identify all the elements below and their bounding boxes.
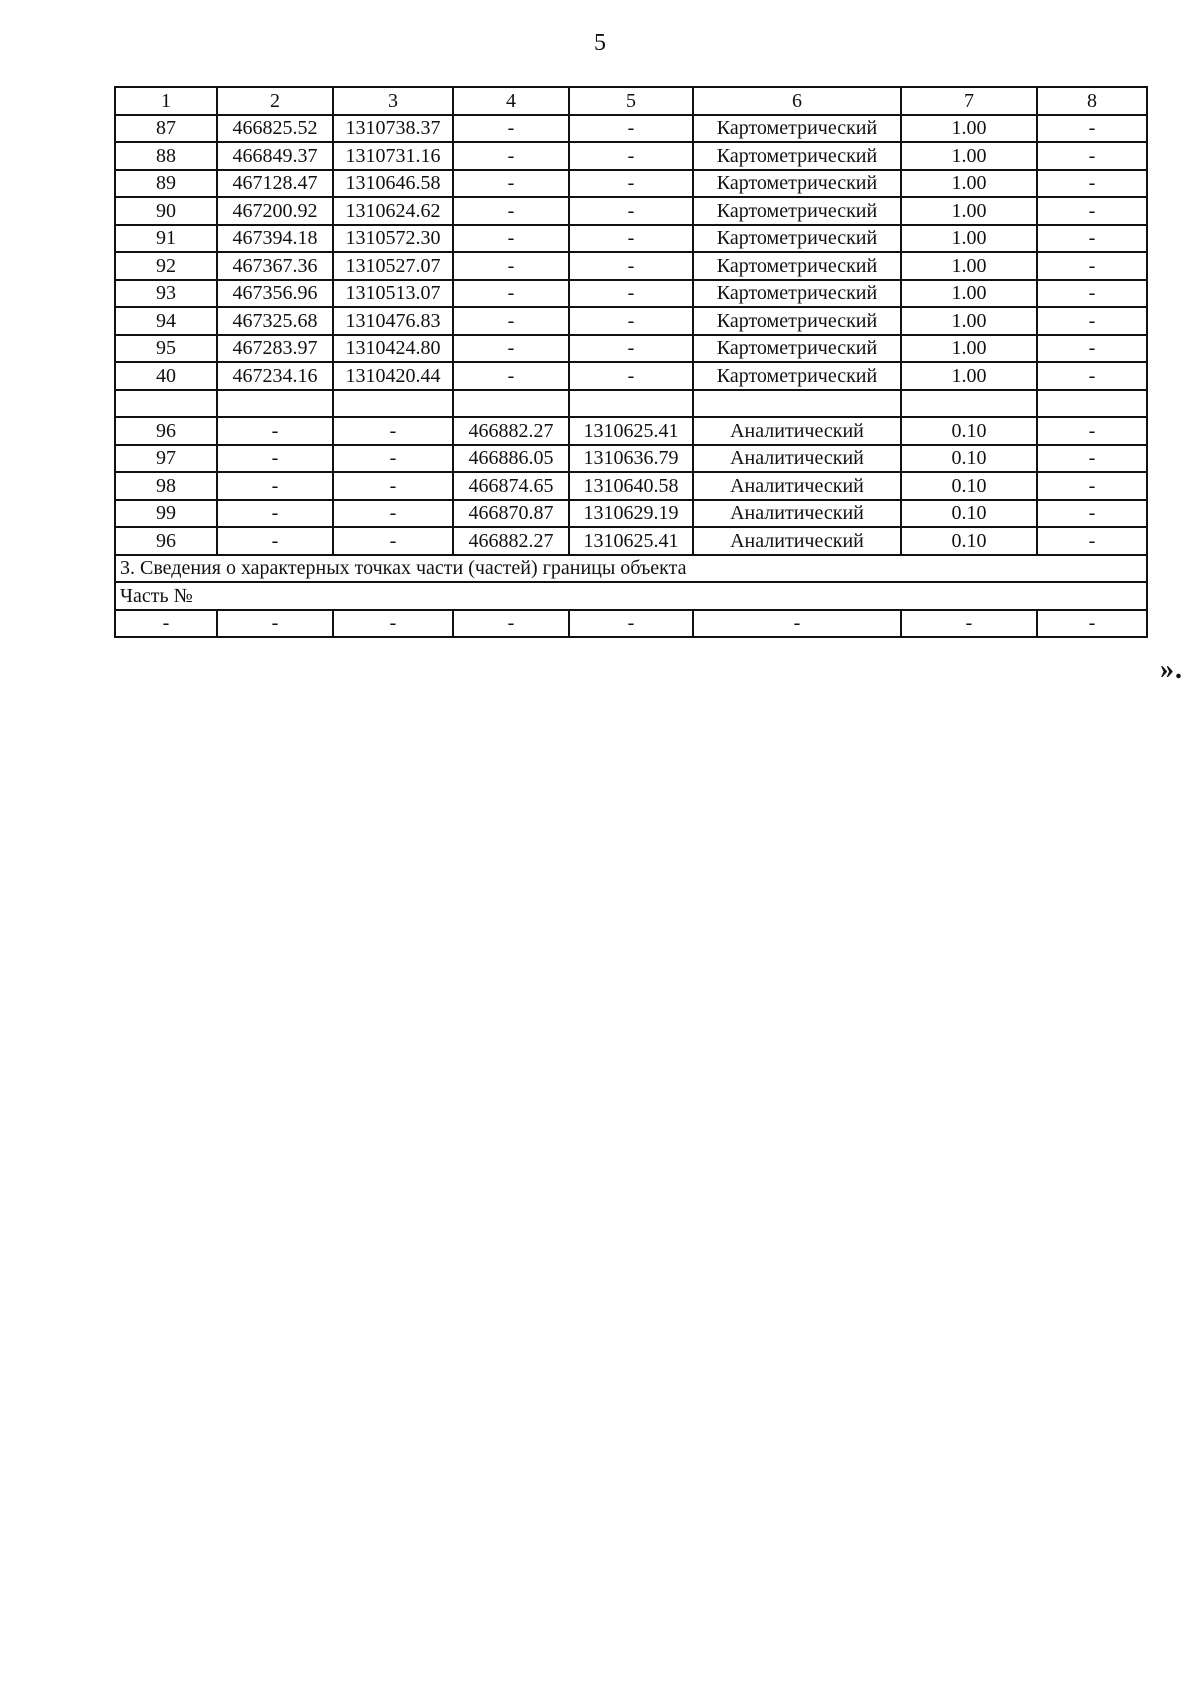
table-cell: -: [453, 362, 569, 390]
section-title-row: [115, 555, 1147, 583]
table-row: [115, 527, 1147, 555]
table-cell: -: [569, 170, 693, 198]
table-cell: 1310513.07: [333, 280, 453, 308]
table-cell: Аналитический: [693, 417, 901, 445]
table-cell: 1310420.44: [333, 362, 453, 390]
table-cell: 90: [115, 197, 217, 225]
table-cell: -: [1037, 170, 1147, 198]
table-cell: Картометрический: [693, 197, 901, 225]
table-cell: 467394.18: [217, 225, 333, 253]
table-row: [115, 225, 1147, 253]
table-cell: 466874.65: [453, 472, 569, 500]
table-cell: 1310476.83: [333, 307, 453, 335]
table-cell: -: [1037, 417, 1147, 445]
table-cell: [217, 390, 333, 418]
section-title-row-cell: 3. Сведения о характерных точках части (частей) границы объекта: [115, 555, 1147, 583]
table-cell: Аналитический: [693, 445, 901, 473]
table-cell: 0.10: [901, 472, 1037, 500]
table-cell: 467200.92: [217, 197, 333, 225]
table-cell: -: [569, 610, 693, 638]
table-cell: 1.00: [901, 142, 1037, 170]
table-cell: -: [1037, 252, 1147, 280]
table-cell: [333, 390, 453, 418]
table-cell: -: [1037, 500, 1147, 528]
table-cell: 1.00: [901, 307, 1037, 335]
table-cell: 1.00: [901, 170, 1037, 198]
table-cell: 1.00: [901, 252, 1037, 280]
table-cell: [115, 390, 217, 418]
table-cell: 97: [115, 445, 217, 473]
table-cell: -: [569, 142, 693, 170]
table-cell: 1.00: [901, 225, 1037, 253]
table-row: [115, 335, 1147, 363]
table-cell: 1.00: [901, 197, 1037, 225]
table-cell: -: [1037, 335, 1147, 363]
table-cell: -: [217, 445, 333, 473]
table-cell: 1310527.07: [333, 252, 453, 280]
table-cell: Картометрический: [693, 252, 901, 280]
table-cell: 1310424.80: [333, 335, 453, 363]
table-cell: 1310572.30: [333, 225, 453, 253]
table-row: [115, 610, 1147, 638]
table-cell: -: [217, 417, 333, 445]
table-cell: [693, 390, 901, 418]
table-cell: -: [333, 445, 453, 473]
table-cell: -: [901, 610, 1037, 638]
table-cell: -: [453, 280, 569, 308]
table-cell: [901, 390, 1037, 418]
table-cell: 5: [569, 87, 693, 115]
table-cell: 98: [115, 472, 217, 500]
table-cell: -: [569, 280, 693, 308]
table-cell: -: [217, 527, 333, 555]
table-cell: -: [453, 335, 569, 363]
page-number: 5: [594, 30, 606, 56]
table-cell: 95: [115, 335, 217, 363]
table-cell: Картометрический: [693, 225, 901, 253]
table-cell: Картометрический: [693, 280, 901, 308]
table-cell: -: [453, 115, 569, 143]
table-cell: -: [1037, 280, 1147, 308]
table-cell: -: [217, 500, 333, 528]
table-cell: -: [453, 307, 569, 335]
table-row: [115, 472, 1147, 500]
table-cell: Картометрический: [693, 115, 901, 143]
table-cell: -: [217, 610, 333, 638]
coordinates-table: [114, 86, 1148, 638]
table-cell: -: [1037, 472, 1147, 500]
table-cell: 467325.68: [217, 307, 333, 335]
table-row: [115, 417, 1147, 445]
table-cell: 1.00: [901, 335, 1037, 363]
table-cell: -: [333, 472, 453, 500]
table-cell: -: [569, 225, 693, 253]
table-cell: -: [569, 362, 693, 390]
table-cell: -: [1037, 610, 1147, 638]
table-cell: -: [453, 170, 569, 198]
table-cell: -: [569, 115, 693, 143]
table-cell: 0.10: [901, 445, 1037, 473]
table-cell: 88: [115, 142, 217, 170]
table-cell: 1310629.19: [569, 500, 693, 528]
table-cell: 1310738.37: [333, 115, 453, 143]
table-cell: 466825.52: [217, 115, 333, 143]
part-label-row: [115, 582, 1147, 610]
table-cell: Картометрический: [693, 170, 901, 198]
table-row: [115, 445, 1147, 473]
table-cell: 1310636.79: [569, 445, 693, 473]
table-cell: 466886.05: [453, 445, 569, 473]
table-cell: Картометрический: [693, 362, 901, 390]
table-cell: -: [1037, 197, 1147, 225]
table-cell: -: [115, 610, 217, 638]
table-row: [115, 115, 1147, 143]
table-header-row: [115, 87, 1147, 115]
table-row: [115, 307, 1147, 335]
table-cell: 0.10: [901, 500, 1037, 528]
table-row: [115, 197, 1147, 225]
table-cell: -: [1037, 527, 1147, 555]
table-row: [115, 252, 1147, 280]
table-cell: 2: [217, 87, 333, 115]
table-cell: 96: [115, 417, 217, 445]
table-cell: Картометрический: [693, 307, 901, 335]
table-row: [115, 142, 1147, 170]
table-cell: -: [1037, 307, 1147, 335]
table-cell: 1310640.58: [569, 472, 693, 500]
table-cell: 1.00: [901, 115, 1037, 143]
table-cell: -: [333, 527, 453, 555]
table-cell: -: [569, 252, 693, 280]
table-cell: 1310624.62: [333, 197, 453, 225]
table-cell: -: [569, 335, 693, 363]
table-cell: 6: [693, 87, 901, 115]
table-cell: -: [333, 500, 453, 528]
closing-quote-mark: ».: [1160, 654, 1183, 685]
table-cell: 467234.16: [217, 362, 333, 390]
table-cell: -: [453, 197, 569, 225]
table-row-empty: [115, 390, 1147, 418]
table-cell: [1037, 390, 1147, 418]
table-cell: 467283.97: [217, 335, 333, 363]
table-cell: Картометрический: [693, 142, 901, 170]
table-cell: 91: [115, 225, 217, 253]
table-cell: -: [1037, 142, 1147, 170]
table-cell: 466882.27: [453, 417, 569, 445]
table-cell: 467356.96: [217, 280, 333, 308]
table-cell: -: [453, 142, 569, 170]
table-cell: 3: [333, 87, 453, 115]
table-cell: 1310646.58: [333, 170, 453, 198]
table-cell: 87: [115, 115, 217, 143]
table-cell: -: [453, 225, 569, 253]
table-cell: Аналитический: [693, 527, 901, 555]
table-cell: -: [1037, 445, 1147, 473]
table-row: [115, 280, 1147, 308]
table-cell: 8: [1037, 87, 1147, 115]
table-cell: -: [693, 610, 901, 638]
table-cell: -: [569, 197, 693, 225]
table-cell: -: [453, 610, 569, 638]
table-cell: 93: [115, 280, 217, 308]
table-cell: 0.10: [901, 417, 1037, 445]
table-cell: 467128.47: [217, 170, 333, 198]
table-cell: 1.00: [901, 280, 1037, 308]
table-cell: 4: [453, 87, 569, 115]
table-row: [115, 500, 1147, 528]
table-cell: -: [217, 472, 333, 500]
table-cell: -: [1037, 225, 1147, 253]
table-cell: [569, 390, 693, 418]
table-cell: 1.00: [901, 362, 1037, 390]
table-cell: 92: [115, 252, 217, 280]
table-cell: -: [333, 610, 453, 638]
table-cell: 467367.36: [217, 252, 333, 280]
table-cell: Аналитический: [693, 472, 901, 500]
table-cell: 94: [115, 307, 217, 335]
table-cell: 7: [901, 87, 1037, 115]
table-cell: 1310625.41: [569, 527, 693, 555]
part-label-row-cell: Часть №: [115, 582, 1147, 610]
table-cell: 40: [115, 362, 217, 390]
table-cell: 1310625.41: [569, 417, 693, 445]
table-row: [115, 362, 1147, 390]
table-cell: Картометрический: [693, 335, 901, 363]
table-cell: -: [333, 417, 453, 445]
table-cell: Аналитический: [693, 500, 901, 528]
table-cell: 1310731.16: [333, 142, 453, 170]
table-cell: 96: [115, 527, 217, 555]
table-cell: -: [453, 252, 569, 280]
table-cell: 466870.87: [453, 500, 569, 528]
table-cell: -: [1037, 115, 1147, 143]
table-cell: 0.10: [901, 527, 1037, 555]
table-row: [115, 170, 1147, 198]
table-cell: 89: [115, 170, 217, 198]
table-cell: -: [1037, 362, 1147, 390]
table-cell: [453, 390, 569, 418]
table-cell: 1: [115, 87, 217, 115]
table-cell: 466849.37: [217, 142, 333, 170]
table-cell: 466882.27: [453, 527, 569, 555]
table-cell: -: [569, 307, 693, 335]
table-cell: 99: [115, 500, 217, 528]
